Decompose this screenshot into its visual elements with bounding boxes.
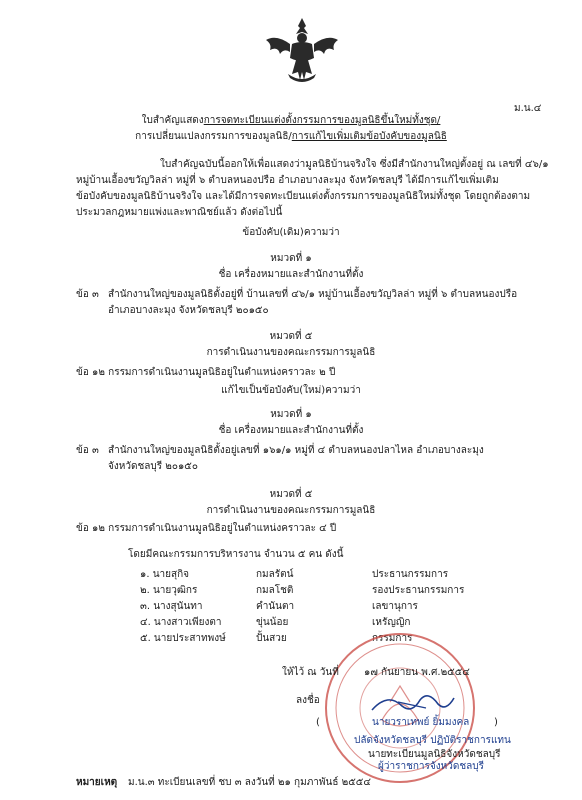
member-surname: ปั้นสวย: [256, 633, 287, 644]
handwritten-signature-icon: [368, 688, 458, 718]
intro-line-3: ข้อบังคับของมูลนิธิบ้านจริงใจ และได้มีการจดทะเบียนแต่งตั้งกรรมการของมูลนิธิใหม่ทั้งชุด โดยถูกต้องตาม: [76, 191, 531, 202]
old-section-1-title: หมวดที่ ๑: [270, 253, 312, 264]
member-name: ๒. นายวุฒิกร: [140, 585, 198, 596]
member-role: รองประธานกรรมการ: [372, 585, 465, 596]
new-section-5-subtitle: การดำเนินงานของคณะกรรมการมูลนิธิ: [206, 505, 376, 516]
member-role: กรรมการ: [372, 633, 413, 644]
new-rules-heading: แก้ไขเป็นข้อบังคับ(ใหม่)ความว่า: [221, 385, 361, 396]
title-line-1-plain: ใบสำคัญแสดง: [141, 115, 204, 126]
member-role: ประธานกรรมการ: [372, 569, 449, 580]
signer-close-paren: ): [494, 717, 498, 728]
date-prefix: ให้ไว้ ณ วันที่: [282, 667, 339, 678]
old-clause-12: ข้อ ๑๒ กรรมการดำเนินงานมูลนิธิอยู่ในตำแหน่งคราวละ ๒ ปี: [76, 367, 336, 378]
member-name: ๑. นายสุกิจ: [140, 569, 190, 580]
committee-intro: โดยมีคณะกรรมการบริหารงาน จำนวน ๕ คน ดังนี้: [128, 549, 344, 560]
member-name: ๔. นางสาวเพียงตา: [140, 617, 222, 628]
intro-line-4: ประมวลกฎหมายแพ่งและพาณิชย์แล้ว ดังต่อไปนี้: [76, 207, 283, 218]
new-clause-3-line-2: จังหวัดชลบุรี ๒๐๑๕๐: [108, 461, 198, 472]
member-role: เหรัญญิก: [372, 617, 411, 628]
old-rules-heading: ข้อบังคับ(เดิม)ความว่า: [242, 227, 340, 238]
new-section-5-title: หมวดที่ ๕: [269, 489, 313, 500]
member-name: ๓. นางสุนันทา: [140, 601, 203, 612]
date-value: ๑๗ กันยายน พ.ศ.๒๕๕๔: [364, 667, 470, 678]
member-surname: ขุ่นน้อย: [256, 617, 289, 628]
old-clause-3-line-2: อำเภอบางละมุง จังหวัดชลบุรี ๒๐๑๕๐: [108, 305, 269, 316]
footnote-label: หมายเหตุ: [76, 777, 118, 788]
old-clause-3-line-1: สำนักงานใหญ่ของมูลนิธิตั้งอยู่ที่ บ้านเลขที่ ๔๖/๑ หมู่บ้านเอื้องขวัญวิลล่า หมู่ที่ ๖ ตำบลหนองปรือ: [108, 289, 518, 300]
title-line-1-underlined: การจดทะเบียนแต่งตั้งกรรมการของมูลนิธิขึ้นใหม่ทั้งชุด/: [203, 115, 441, 126]
new-section-1-title: หมวดที่ ๑: [270, 409, 312, 420]
signer-title-1: ปลัดจังหวัดชลบุรี ปฏิบัติราชการแทน: [354, 735, 511, 746]
old-section-5-subtitle: การดำเนินงานของคณะกรรมการมูลนิธิ: [206, 347, 376, 358]
sign-label: ลงชื่อ: [296, 695, 320, 706]
signer-name: นายวราเทพย์ ยิ้มมงคล: [372, 717, 470, 728]
member-surname: กมลโชติ: [256, 585, 294, 596]
new-clause-3-label: ข้อ ๓: [76, 445, 99, 456]
intro-line-2: หมู่บ้านเอื้องขวัญวิลล่า หมู่ที่ ๖ ตำบลหนองปรือ อำเภอบางละมุง จังหวัดชลบุรี ได้มีการแก้ไขเพิ่มเติม: [76, 175, 499, 186]
member-role: เลขานุการ: [372, 601, 418, 612]
title-line-2: [0, 130, 582, 143]
signer-title-2: นายทะเบียนมูลนิธิจังหวัดชลบุรี: [368, 749, 501, 760]
garuda-emblem-icon: [262, 14, 342, 86]
new-clause-12: ข้อ ๑๒ กรรมการดำเนินงานมูลนิธิอยู่ในตำแหน่งคราวละ ๔ ปี: [76, 523, 337, 534]
old-clause-3-label: ข้อ ๓: [76, 289, 99, 300]
new-section-1-subtitle: ชื่อ เครื่องหมายและสำนักงานที่ตั้ง: [218, 425, 364, 436]
signer-title-3: ผู้ว่าราชการจังหวัดชลบุรี: [378, 761, 484, 772]
form-code: ม.น.๔: [514, 103, 542, 114]
intro-line-1: ใบสำคัญฉบับนี้ออกให้เพื่อแสดงว่ามูลนิธิบ้านจริงใจ ซึ่งมีสำนักงานใหญ่ตั้งอยู่ ณ เลขที่ ๔๖/๑: [160, 159, 549, 170]
member-name: ๕. นายประสาทพงษ์: [140, 633, 226, 644]
title-line-2-underlined: การแก้ไขเพิ่มเติมข้อบังคับของมูลนิธิ: [291, 131, 447, 142]
title-line-1: [0, 114, 582, 127]
old-section-5-title: หมวดที่ ๕: [269, 331, 313, 342]
signer-open-paren: (: [316, 717, 320, 728]
member-surname: กมลรัตน์: [256, 569, 294, 580]
footnote-text: ม.น.๓ ทะเบียนเลขที่ ชบ ๓ ลงวันที่ ๒๑ กุมภาพันธ์ ๒๕๕๔: [128, 777, 371, 788]
new-clause-3-line-1: สำนักงานใหญ่ของมูลนิธิตั้งอยู่เลขที่ ๑๖๑/๑ หมู่ที่ ๔ ตำบลหนองปลาไหล อำเภอบางละมุง: [108, 445, 484, 456]
title-line-2-plain: การเปลี่ยนแปลงกรรมการของมูลนิธิ/: [135, 131, 292, 142]
member-surname: คำนันตา: [256, 601, 295, 612]
old-section-1-subtitle: ชื่อ เครื่องหมายและสำนักงานที่ตั้ง: [218, 269, 364, 280]
